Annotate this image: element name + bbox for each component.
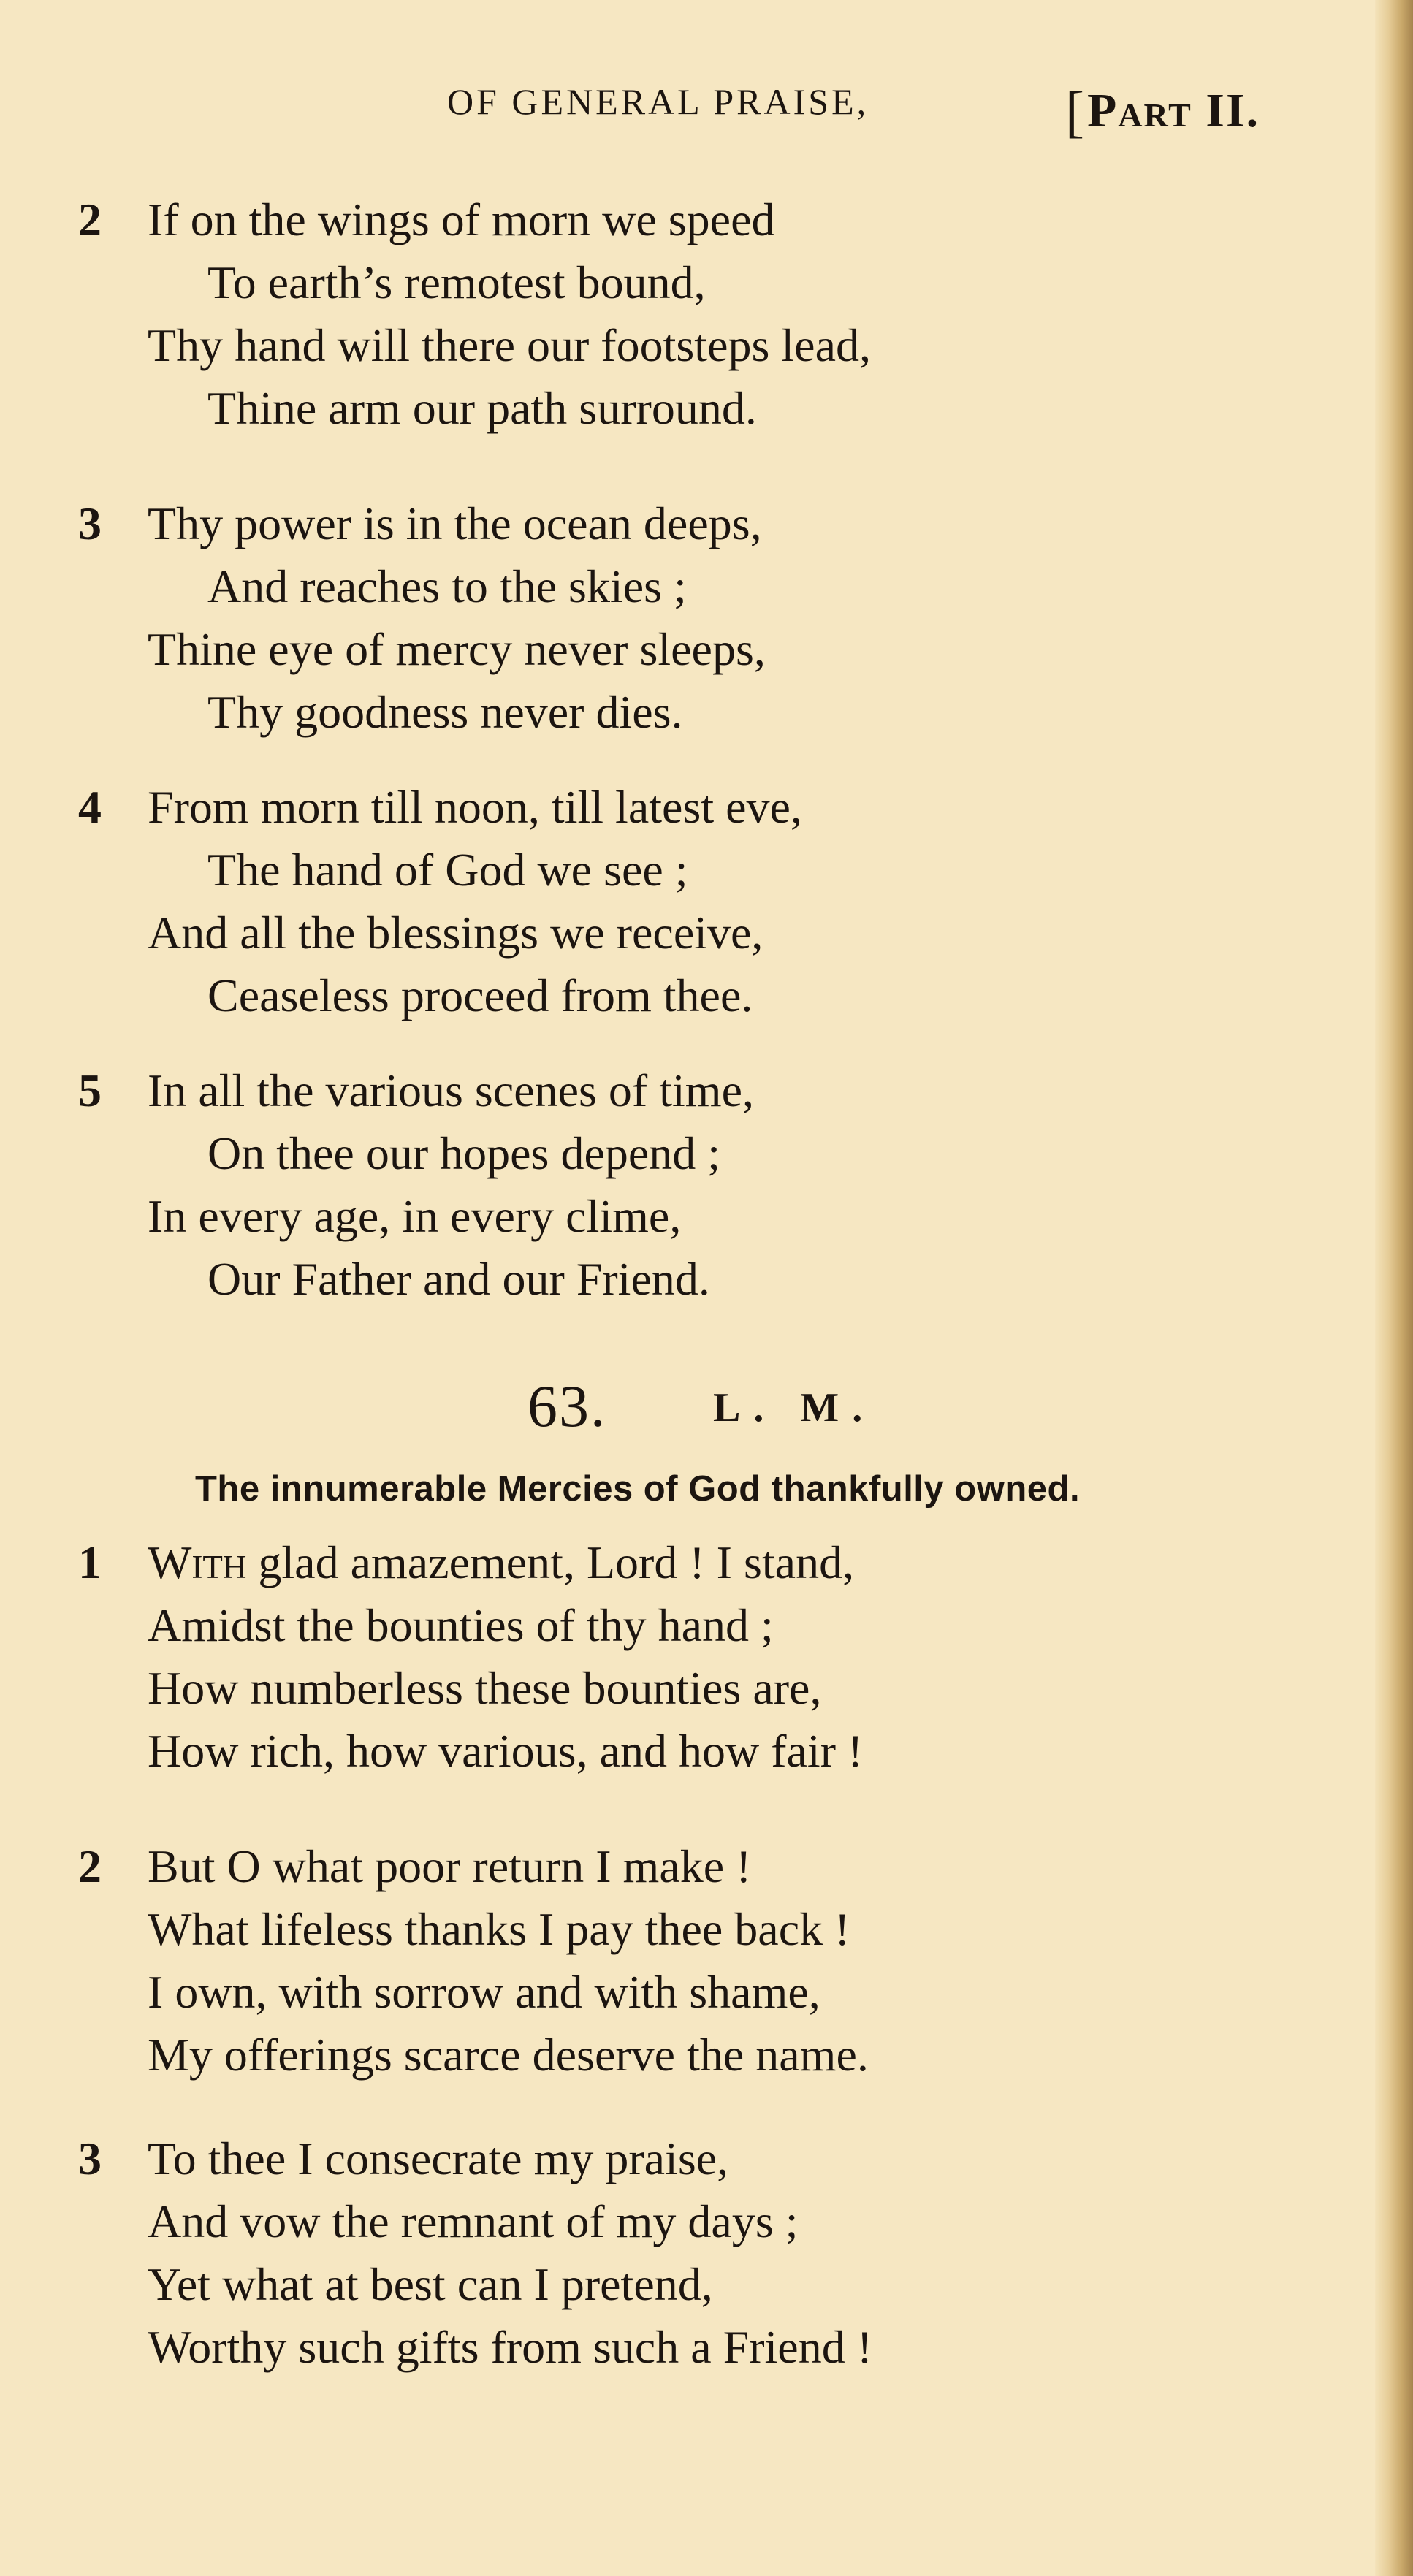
verse-line — [0, 314, 1352, 377]
page-spine-shadow — [1375, 0, 1413, 2576]
verse-text: Thy hand will there our footsteps lead, — [148, 319, 871, 371]
hymn-meter: L. M. — [713, 1385, 876, 1430]
verse-line — [0, 2190, 1352, 2253]
stanza-1 — [0, 1531, 1352, 1783]
hymn-subtitle: The innumerable Mercies of God thankfully owned. — [195, 1469, 1081, 1509]
verse-line — [0, 188, 1352, 251]
verse-text: Thy goodness never dies. — [207, 686, 683, 738]
hymn-number: 63. — [528, 1373, 607, 1439]
part-label — [1065, 75, 1260, 143]
running-header — [0, 75, 1413, 143]
verse-text: What lifeless thanks I pay thee back ! — [148, 1903, 850, 1955]
verse-text: How rich, how various, and how fair ! — [148, 1725, 864, 1777]
verse-line — [0, 1835, 1352, 1898]
verse-text: In every age, in every clime, — [148, 1190, 682, 1242]
verse-line — [0, 681, 1352, 744]
verse-line — [0, 964, 1352, 1027]
verse-line — [0, 2024, 1352, 2087]
verse-line — [0, 902, 1352, 964]
verse-text: Thy power is in the ocean deeps, — [148, 498, 762, 549]
verse-text-rest: glad amazement, Lord ! I stand, — [246, 1536, 855, 1588]
verse-line — [0, 1898, 1352, 1961]
stanza-number: 2 — [78, 194, 102, 245]
verse-text: Our Father and our Friend. — [207, 1253, 710, 1305]
stanza-number: 3 — [78, 498, 102, 549]
verse-text: How numberless these bounties are, — [148, 1662, 822, 1714]
verse-text: In all the various scenes of time, — [148, 1064, 754, 1116]
verse-line — [0, 1185, 1352, 1248]
verse-line — [0, 1657, 1352, 1720]
verse-line — [0, 2127, 1352, 2190]
verse-line — [0, 1594, 1352, 1657]
verse-text: And all the blessings we receive, — [148, 907, 763, 959]
verse-text: The hand of God we see ; — [207, 844, 688, 896]
verse-line — [0, 839, 1352, 902]
verse-line — [0, 1961, 1352, 2024]
verse-line — [0, 555, 1352, 618]
stanza-number: 3 — [78, 2133, 102, 2184]
verse-line — [0, 1122, 1352, 1185]
stanza-number: 2 — [78, 1840, 102, 1892]
verse-line — [0, 618, 1352, 681]
verse-text: Thine arm our path surround. — [207, 382, 757, 434]
verse-line — [0, 1720, 1352, 1783]
part-text: Part II. — [1086, 84, 1260, 137]
stanza-prev-3 — [0, 492, 1352, 744]
running-title: OF GENERAL PRAISE, — [447, 81, 869, 122]
stanza-prev-2 — [0, 188, 1352, 440]
verse-line — [0, 1248, 1352, 1311]
verse-text: Thine eye of mercy never sleeps, — [148, 623, 766, 675]
stanza-number: 5 — [78, 1064, 102, 1116]
verse-text: If on the wings of morn we speed — [148, 194, 775, 245]
stanza-prev-5 — [0, 1059, 1352, 1311]
verse-text: But O what poor return I make ! — [148, 1840, 752, 1892]
verse-line — [0, 492, 1352, 555]
verse-text: On thee our hopes depend ; — [207, 1127, 721, 1179]
verse-line — [0, 776, 1352, 839]
verse-text: My offerings scarce deserve the name. — [148, 2029, 869, 2081]
verse-text: Ceaseless proceed from thee. — [207, 969, 753, 1021]
verse-text: And vow the remnant of my days ; — [148, 2195, 799, 2247]
verse-text: To earth’s remotest bound, — [207, 256, 706, 308]
verse-line — [0, 2316, 1352, 2379]
verse-line — [0, 377, 1352, 440]
stanza-prev-4 — [0, 776, 1352, 1027]
verse-text: Worthy such gifts from such a Friend ! — [148, 2321, 872, 2373]
stanza-2 — [0, 1835, 1352, 2087]
verse-line — [0, 251, 1352, 314]
verse-text: To thee I consecrate my praise, — [148, 2133, 729, 2184]
verse-line — [0, 1059, 1352, 1122]
verse-line — [0, 2253, 1352, 2316]
verse-text: And reaches to the skies ; — [207, 560, 687, 612]
verse-text: From morn till noon, till latest eve, — [148, 781, 802, 833]
first-word: With — [148, 1536, 247, 1588]
stanza-number: 4 — [78, 781, 102, 833]
verse-text: Yet what at best can I pretend, — [148, 2258, 713, 2310]
part-bracket: [ — [1065, 80, 1086, 143]
verse-text: Amidst the bounties of thy hand ; — [148, 1599, 774, 1651]
verse-text — [148, 1531, 854, 1594]
stanza-number: 1 — [78, 1536, 102, 1588]
verse-text: I own, with sorrow and with shame, — [148, 1966, 820, 2018]
stanza-3 — [0, 2127, 1352, 2379]
verse-line — [0, 1531, 1352, 1594]
